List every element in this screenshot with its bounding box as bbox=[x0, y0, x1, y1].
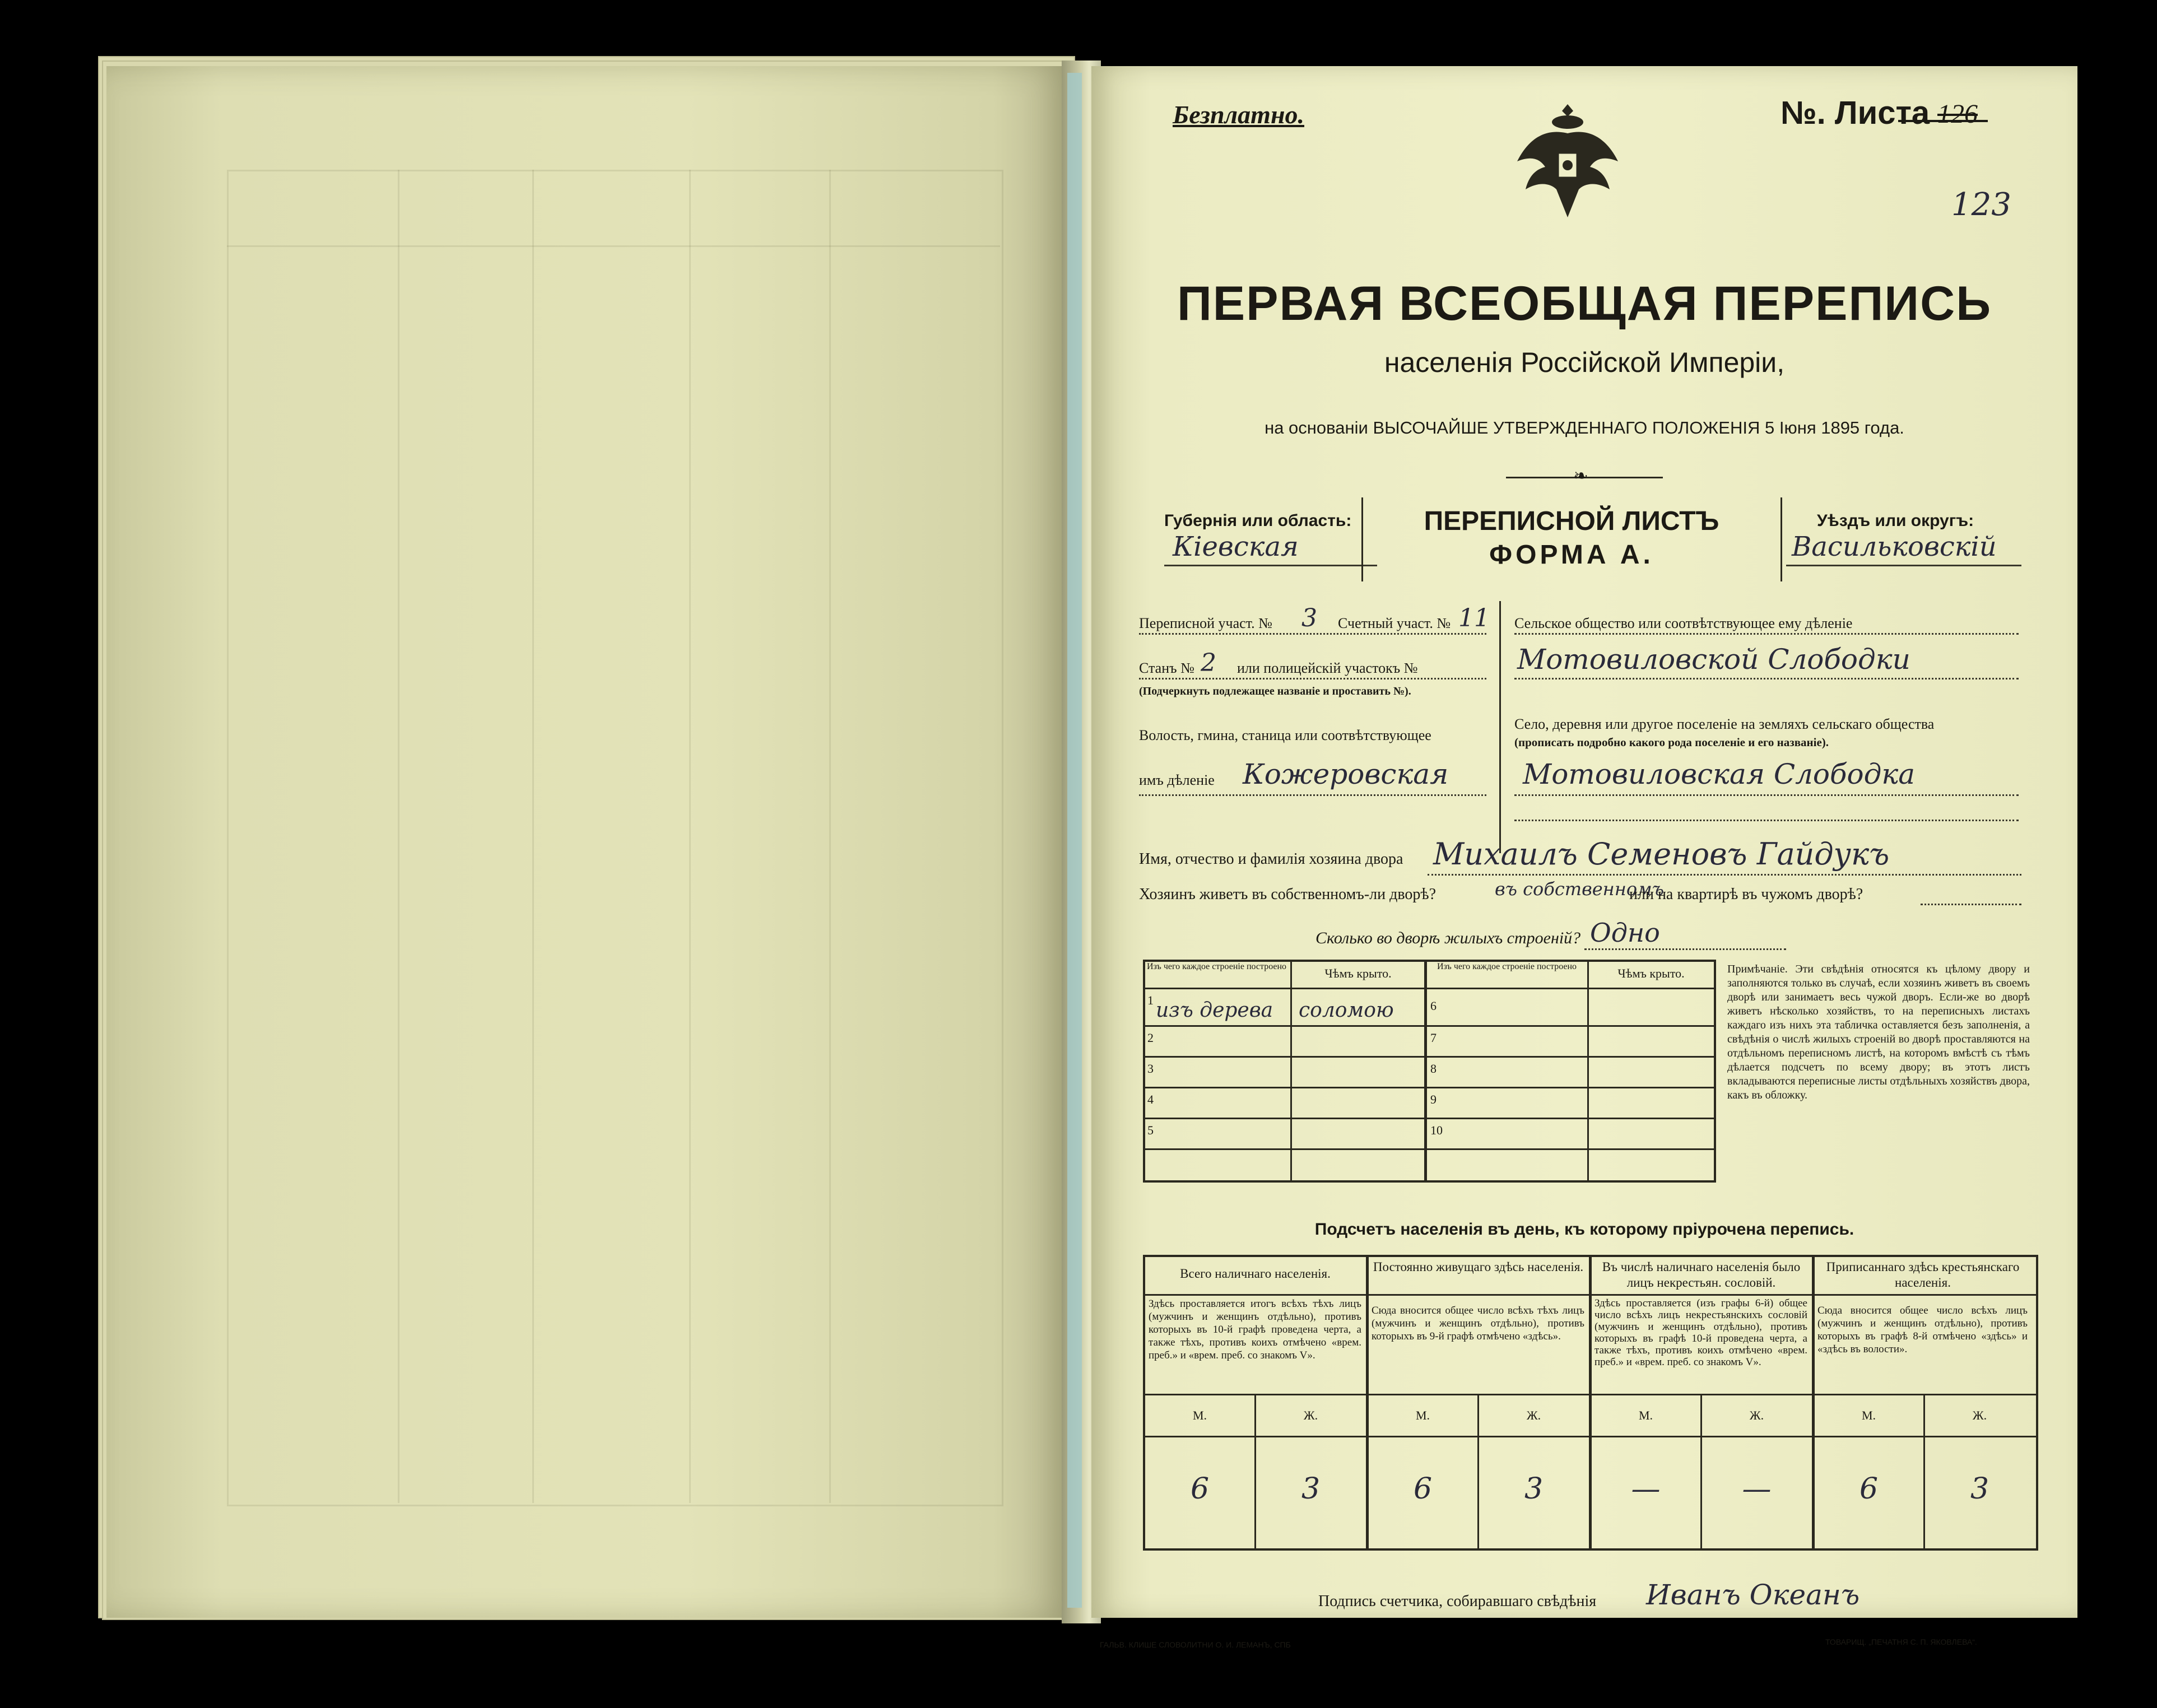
bleed-through-line bbox=[398, 170, 399, 1503]
village-label: Село, деревня или другое поселеніе на земляхъ сельскаго общества bbox=[1514, 716, 1935, 732]
stan-line bbox=[1139, 678, 1486, 680]
stan-note: (Подчеркнуть подлежащее названіе и проставить №). bbox=[1139, 685, 1411, 697]
society-line-1 bbox=[1514, 633, 2019, 635]
pop-header-line bbox=[1143, 1294, 2036, 1296]
pop-header-registered: Приписаннаго здѣсь крестьянскаго населенія. bbox=[1826, 1260, 2020, 1290]
ornament-glyph: ❧ bbox=[1573, 466, 1588, 486]
row-number: 2 bbox=[1147, 1031, 1154, 1045]
buildings-header-material-left: Изъ чего каждое строеніе построено bbox=[1146, 962, 1287, 971]
society-label: Сельское общество или соотвѣтствующее ему дѣленіе bbox=[1514, 615, 1853, 631]
sheet-number-handwritten: 123 bbox=[1951, 187, 2011, 223]
lives-line bbox=[1921, 904, 2021, 905]
left-page bbox=[106, 66, 1070, 1618]
row-line bbox=[1425, 1118, 1714, 1119]
volost-line bbox=[1139, 794, 1486, 796]
page-edge-strip bbox=[1067, 73, 1082, 1608]
pop-total-male: 6 bbox=[1190, 1472, 1210, 1506]
owner-line bbox=[1428, 874, 2021, 876]
gubernia-value: Кіевская bbox=[1173, 531, 1299, 562]
row-line bbox=[1425, 1025, 1714, 1027]
stan-value: 2 bbox=[1201, 649, 1216, 677]
row-number: 7 bbox=[1430, 1031, 1437, 1045]
free-label: Безплатно. bbox=[1173, 100, 1304, 129]
pop-m-label: М. bbox=[1638, 1408, 1653, 1422]
pop-desc-permanent: Сюда вносится общее число всѣхъ тѣхъ лицъ (мужчинъ и женщинъ отдѣльно), противъ которыхъ въ 9-й графѣ отмѣчено «здѣсь». bbox=[1372, 1305, 1584, 1342]
buildings-line bbox=[1584, 948, 1786, 950]
coat-of-arms-emblem bbox=[1506, 100, 1629, 223]
uezd-value: Васильковскій bbox=[1792, 531, 1997, 562]
volost-label: Волость, гмина, станица или соотвѣтствующее bbox=[1139, 727, 1431, 743]
strike-line bbox=[1898, 120, 1988, 122]
census-district-label: Переписной участ. № bbox=[1139, 615, 1272, 631]
village-note: (прописать подробно какого рода поселеніе и его названіе). bbox=[1514, 736, 1829, 749]
pop-registered-male: 6 bbox=[1859, 1472, 1879, 1506]
bleed-through-line bbox=[689, 170, 691, 1503]
village-value: Мотовиловская Слободка bbox=[1523, 758, 1915, 790]
pop-registered-female: 3 bbox=[1970, 1472, 1989, 1506]
pop-desc-total: Здѣсь проставляется итогъ всѣхъ тѣхъ лицъ (мужчинъ и женщинъ отдѣльно), противъ которыхъ въ 10-й графѣ проведена черта, а также тѣхъ, противъ коихъ отмѣчено «врем. преб.» и «врем. преб. со знакомъ V». bbox=[1149, 1298, 1361, 1361]
buildings-label: Сколько во дворѣ жилыхъ строеній? bbox=[1315, 929, 1581, 947]
bleed-through-line bbox=[227, 245, 1000, 247]
bleed-through-line bbox=[829, 170, 831, 1503]
pop-f-label: Ж. bbox=[1972, 1408, 1987, 1422]
count-district-value: 11 bbox=[1458, 604, 1490, 632]
sheet-number-label: №. Листа bbox=[1781, 95, 1930, 131]
row-number: 10 bbox=[1430, 1123, 1443, 1137]
pop-nonpeasant-male: — bbox=[1631, 1472, 1661, 1506]
pop-desc-nonpeasant: Здѣсь проставляется (изъ графы 6-й) общее число всѣхъ лицъ некрестьянскихъ сословій (мужчинъ и женщинъ отдѣльно), противъ которыхъ въ графѣ 10-й проведена черта, а также тѣхъ, противъ коихъ отмѣчено «врем. преб.» и «врем. преб. со знакомъ V». bbox=[1594, 1297, 1807, 1368]
uezd-label: Уѣздъ или округъ: bbox=[1817, 511, 1974, 530]
row-line bbox=[1143, 1118, 1426, 1119]
row-line bbox=[1143, 1087, 1426, 1088]
volost-value: Кожеровская bbox=[1243, 758, 1449, 790]
population-title: Подсчетъ населенія въ день, къ которому пріурочена перепись. bbox=[1314, 1220, 1854, 1239]
pop-header-permanent: Постоянно живущаго здѣсь населенія. bbox=[1373, 1260, 1584, 1274]
sheet-number-struck: 126 bbox=[1937, 99, 1978, 129]
census-title: ПЕРВАЯ ВСЕОБЩАЯ ПЕРЕПИСЬ bbox=[1177, 277, 1992, 331]
pop-m-label: М. bbox=[1192, 1408, 1207, 1422]
uezd-underline bbox=[1786, 565, 2021, 566]
row-number: 5 bbox=[1147, 1123, 1154, 1137]
village-line-1 bbox=[1514, 794, 2019, 796]
lives-value: въ собственномъ bbox=[1495, 878, 1664, 900]
fields-divider bbox=[1499, 601, 1501, 853]
census-district-line bbox=[1139, 633, 1486, 635]
row-number: 4 bbox=[1147, 1092, 1154, 1106]
census-district-value: 3 bbox=[1301, 604, 1317, 632]
society-line-2 bbox=[1514, 678, 2019, 680]
bleed-through-line bbox=[532, 170, 534, 1503]
pop-f-label: Ж. bbox=[1526, 1408, 1541, 1422]
row-number: 6 bbox=[1430, 999, 1437, 1013]
buildings-table-mid bbox=[1424, 960, 1427, 1180]
pop-total-female: 3 bbox=[1301, 1472, 1321, 1506]
row-roof: соломою bbox=[1299, 999, 1394, 1022]
gubernia-label: Губернія или область: bbox=[1164, 511, 1352, 530]
buildings-header-roof-left: Чѣмъ крыто. bbox=[1324, 966, 1392, 980]
buildings-header-roof-right: Чѣмъ крыто. bbox=[1617, 966, 1685, 980]
pop-mf-line bbox=[1143, 1436, 2036, 1437]
pop-header-nonpeasant: Въ числѣ наличнаго населенія было лицъ некрестьян. сословій. bbox=[1602, 1260, 1801, 1290]
pop-f-label: Ж. bbox=[1749, 1408, 1764, 1422]
form-title-line2: ФОРМА А. bbox=[1489, 540, 1654, 570]
row-line bbox=[1425, 1056, 1714, 1058]
row-number: 1 bbox=[1147, 993, 1154, 1007]
pop-f-label: Ж. bbox=[1303, 1408, 1318, 1422]
row-material: изъ дерева bbox=[1156, 999, 1273, 1022]
buildings-header-line bbox=[1143, 988, 1714, 989]
row-line bbox=[1143, 1025, 1426, 1027]
owner-label: Имя, отчество и фамилія хозяина двора bbox=[1139, 850, 1403, 868]
row-number: 3 bbox=[1147, 1062, 1154, 1076]
owner-value: Михаилъ Семеновъ Гайдукъ bbox=[1433, 836, 1890, 872]
row-line bbox=[1143, 1148, 1426, 1150]
lives-label-a: Хозяинъ живетъ въ собственномъ-ли дворѣ? bbox=[1139, 886, 1437, 903]
buildings-header-material-right: Изъ чего каждое строеніе построено bbox=[1437, 962, 1577, 971]
pop-m-label: М. bbox=[1415, 1408, 1430, 1422]
count-district-label: Счетный участ. № bbox=[1338, 615, 1451, 631]
pop-header-total: Всего наличнаго населенія. bbox=[1180, 1267, 1331, 1281]
form-title-line1: ПЕРЕПИСНОЙ ЛИСТЪ bbox=[1424, 506, 1719, 536]
row-number: 8 bbox=[1430, 1062, 1437, 1076]
row-line bbox=[1425, 1087, 1714, 1088]
stan-label: Станъ № bbox=[1139, 660, 1194, 676]
census-form-page bbox=[1091, 66, 2077, 1649]
pop-nonpeasant-female: — bbox=[1742, 1472, 1772, 1506]
pop-m-label: М. bbox=[1861, 1408, 1876, 1422]
census-subtitle: населенія Россійской Имперіи, bbox=[1384, 347, 1785, 378]
buildings-col-left bbox=[1290, 960, 1292, 1180]
row-line bbox=[1425, 1148, 1714, 1150]
village-line-2 bbox=[1514, 820, 2019, 821]
buildings-note: Примѣчаніе. Эти свѣдѣнія относятся къ цѣлому двору и заполняются только въ случаѣ, если хозяинъ живетъ въ своемъ дворѣ или занимаетъ весь чужой дворъ. Если-же во дворѣ живетъ нѣсколько хозяйствъ, то на переписныхъ листахъ каждаго изъ нихъ эта табличка оставляется безъ заполненія, а свѣдѣнія о числѣ жилыхъ строеній во дворѣ проставляются на отдѣльномъ переписномъ листѣ, на которомъ вмѣстѣ съ тѣмъ дѣлается подсчетъ по всему двору; въ этотъ листъ вкладываются переписные листы отдѣльныхъ хозяйствъ двора, какъ въ обложку. bbox=[1727, 963, 2030, 1101]
gubernia-underline bbox=[1164, 565, 1377, 566]
stan-or-label: или полицейскій участокъ № bbox=[1237, 660, 1418, 676]
footer-left: ГАЛЬВ. КЛИШЕ СЛОВОЛИТНИ О. И. ЛЕМАНЪ, СПБ bbox=[1100, 1640, 1291, 1649]
pop-desc-line bbox=[1143, 1394, 2036, 1395]
lives-label-b: или на квартирѣ въ чужомъ дворѣ? bbox=[1629, 886, 1863, 903]
row-line bbox=[1143, 1056, 1426, 1058]
buildings-value: Одно bbox=[1590, 918, 1660, 948]
pop-permanent-male: 6 bbox=[1413, 1472, 1433, 1506]
signature-value: Иванъ Океанъ bbox=[1646, 1579, 1860, 1611]
volost-label-2: имъ дѣленіе bbox=[1139, 772, 1215, 788]
buildings-col-right bbox=[1587, 960, 1589, 1180]
census-basis: на основаніи ВЫСОЧАЙШЕ УТВЕРЖДЕННАГО ПОЛОЖЕНІЯ 5 Іюня 1895 года. bbox=[1265, 418, 1904, 438]
pop-permanent-female: 3 bbox=[1524, 1472, 1544, 1506]
pop-desc-registered: Сюда вносится общее число всѣхъ лицъ (мужчинъ и женщинъ отдѣльно), противъ которыхъ въ графѣ 8-й отмѣчено «здѣсь» и «здѣсь въ волости». bbox=[1817, 1305, 2028, 1355]
footer-right: ТОВАРИЩ. „ПЕЧАТНЯ С. П. ЯКОВЛЕВА“. bbox=[1825, 1637, 1977, 1646]
signature-label-visible: Подпись счетчика, собиравшаго свѣдѣнія bbox=[1318, 1593, 1597, 1610]
row-number: 9 bbox=[1430, 1092, 1437, 1106]
bleed-through-grid bbox=[227, 170, 1003, 1506]
society-value: Мотовиловской Слободки bbox=[1517, 643, 1910, 676]
